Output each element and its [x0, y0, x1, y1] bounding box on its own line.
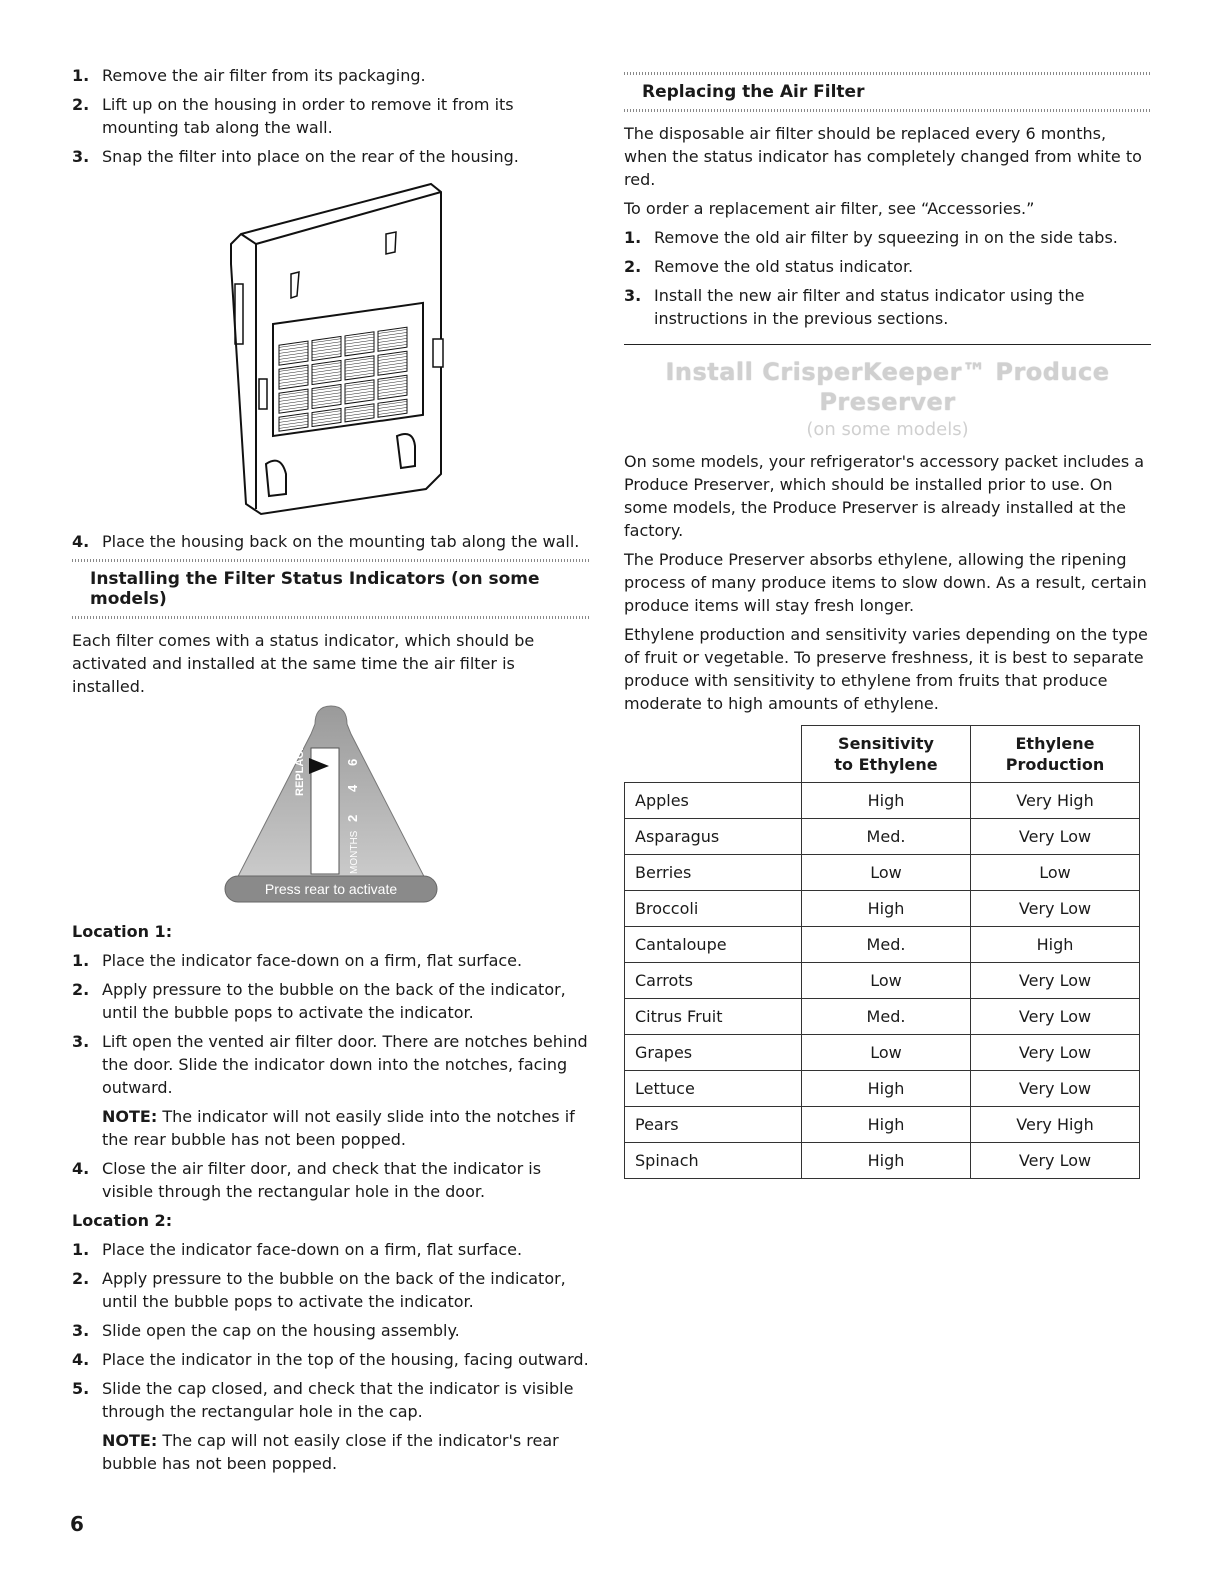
list-item: 1. Place the indicator face-down on a firm, flat surface. — [72, 951, 523, 970]
location-2-title: Location 2: — [72, 1211, 173, 1230]
table-row: Broccoli High Very Low — [625, 891, 1140, 927]
right-column — [624, 72, 1151, 1179]
replacing-paragraph-2: To order a replacement air filter, see “Accessories.” — [624, 199, 1035, 218]
table-row: Cantaloupe Med. High — [625, 927, 1140, 963]
indicators-section-heading — [72, 559, 590, 619]
crisper-subtitle: (on some models) — [806, 419, 969, 440]
page-number: 6 — [70, 1512, 84, 1536]
month-6-label: 6 — [345, 758, 360, 766]
list-item: 1. Place the indicator face-down on a firm, flat surface. — [72, 1240, 523, 1259]
filter-housing-illustration — [201, 174, 461, 524]
ethylene-table — [624, 725, 1140, 1179]
crisper-paragraph-3: Ethylene production and sensitivity varies depending on the type of fruit or vegetable. To preserve freshness, it is best to separate produce with sensitivity to ethylene from fruits that produce moderate to high amounts of ethylene. — [624, 625, 1148, 713]
replacing-section-heading — [624, 72, 1151, 112]
crisper-paragraph-1: On some models, your refrigerator's accessory packet includes a Produce Preserver, which should be installed prior to use. On some models, the Produce Preserver is already installed at the factory. — [624, 452, 1145, 540]
list-item: 5. Slide the cap closed, and check that the indicator is visible through the rectangular hole in the cap. NOTE: The cap will not easily close if the indicator's rear bubble has not been popped. — [72, 1377, 590, 1475]
month-2-label: 2 — [345, 814, 360, 822]
month-4-label: 4 — [345, 784, 360, 792]
replace-label: REPLACE — [294, 743, 306, 796]
location-1-note: NOTE: The indicator will not easily slide into the notches if the rear bubble has not been popped. — [102, 1107, 575, 1149]
crisper-paragraph-2: The Produce Preserver absorbs ethylene, allowing the ripening process of many produce items to slow down. As a result, certain produce items will stay fresh longer. — [624, 550, 1147, 615]
status-indicator-illustration — [211, 704, 451, 914]
table-row: Grapes Low Very Low — [625, 1035, 1140, 1071]
list-item: 2. Remove the old status indicator. — [624, 257, 914, 276]
location-2-note: NOTE: The cap will not easily close if the indicator's rear bubble has not been popped. — [102, 1431, 559, 1473]
section-divider — [624, 344, 1151, 345]
table-row: Citrus Fruit Med. Very Low — [625, 999, 1140, 1035]
indicators-intro: Each filter comes with a status indicator, which should be activated and installed at the same time the air filter is installed. — [72, 631, 535, 696]
filter-steps — [72, 64, 590, 168]
list-item: 2. Apply pressure to the bubble on the back of the indicator, until the bubble pops to activate the indicator. — [72, 1269, 566, 1311]
table-corner-cell — [625, 726, 802, 783]
production-header: Ethylene Production — [971, 726, 1140, 783]
table-row: Spinach High Very Low — [625, 1143, 1140, 1179]
replacing-heading: Replacing the Air Filter — [642, 82, 865, 102]
list-item: 1. Remove the old air filter by squeezing in on the side tabs. — [624, 228, 1118, 247]
table-header-row — [625, 726, 1140, 783]
table-row: Lettuce High Very Low — [625, 1071, 1140, 1107]
table-row: Pears High Very High — [625, 1107, 1140, 1143]
list-item: 1. Remove the air filter from its packaging. — [72, 66, 426, 85]
filter-step-4 — [72, 530, 590, 553]
crisper-title: Install CrisperKeeper™ Produce Preserver — [665, 358, 1110, 416]
left-column — [72, 64, 590, 1481]
press-rear-label: Press rear to activate — [264, 881, 398, 897]
replacing-steps — [624, 226, 1151, 330]
table-row: Berries Low Low — [625, 855, 1140, 891]
table-row: Carrots Low Very Low — [625, 963, 1140, 999]
replacing-paragraph-1: The disposable air filter should be replaced every 6 months, when the status indicator has completely changed from white to red. — [624, 124, 1142, 189]
sensitivity-header: Sensitivity to Ethylene — [802, 726, 971, 783]
location-1-title: Location 1: — [72, 922, 173, 941]
location-2-steps — [72, 1238, 590, 1475]
list-item: 3. Slide open the cap on the housing assembly. — [72, 1321, 460, 1340]
list-item: 3. Lift open the vented air filter door. There are notches behind the door. Slide the indicator down into the notches, facing outward. NOTE: The indicator will not easily slide into the notches if the rear bubble has not been popped. — [72, 1030, 590, 1151]
table-row: Apples High Very High — [625, 783, 1140, 819]
list-item: 2. Lift up on the housing in order to remove it from its mounting tab along the wall. — [72, 95, 514, 137]
list-item: 4. Place the housing back on the mounting tab along the wall. — [72, 532, 580, 551]
list-item: 4. Close the air filter door, and check that the indicator is visible through the rectangular hole in the door. — [72, 1159, 542, 1201]
table-row: Asparagus Med. Very Low — [625, 819, 1140, 855]
list-item: 2. Apply pressure to the bubble on the back of the indicator, until the bubble pops to activate the indicator. — [72, 980, 566, 1022]
list-item: 4. Place the indicator in the top of the housing, facing outward. — [72, 1350, 589, 1369]
list-item: 3. Snap the filter into place on the rear of the housing. — [72, 147, 519, 166]
indicators-heading: Installing the Filter Status Indicators (on some models) — [90, 569, 540, 609]
location-1-steps — [72, 949, 590, 1203]
list-item: 3. Install the new air filter and status indicator using the instructions in the previous sections. — [624, 286, 1085, 328]
table-body — [625, 783, 1140, 1179]
months-label: MONTHS — [349, 830, 360, 874]
